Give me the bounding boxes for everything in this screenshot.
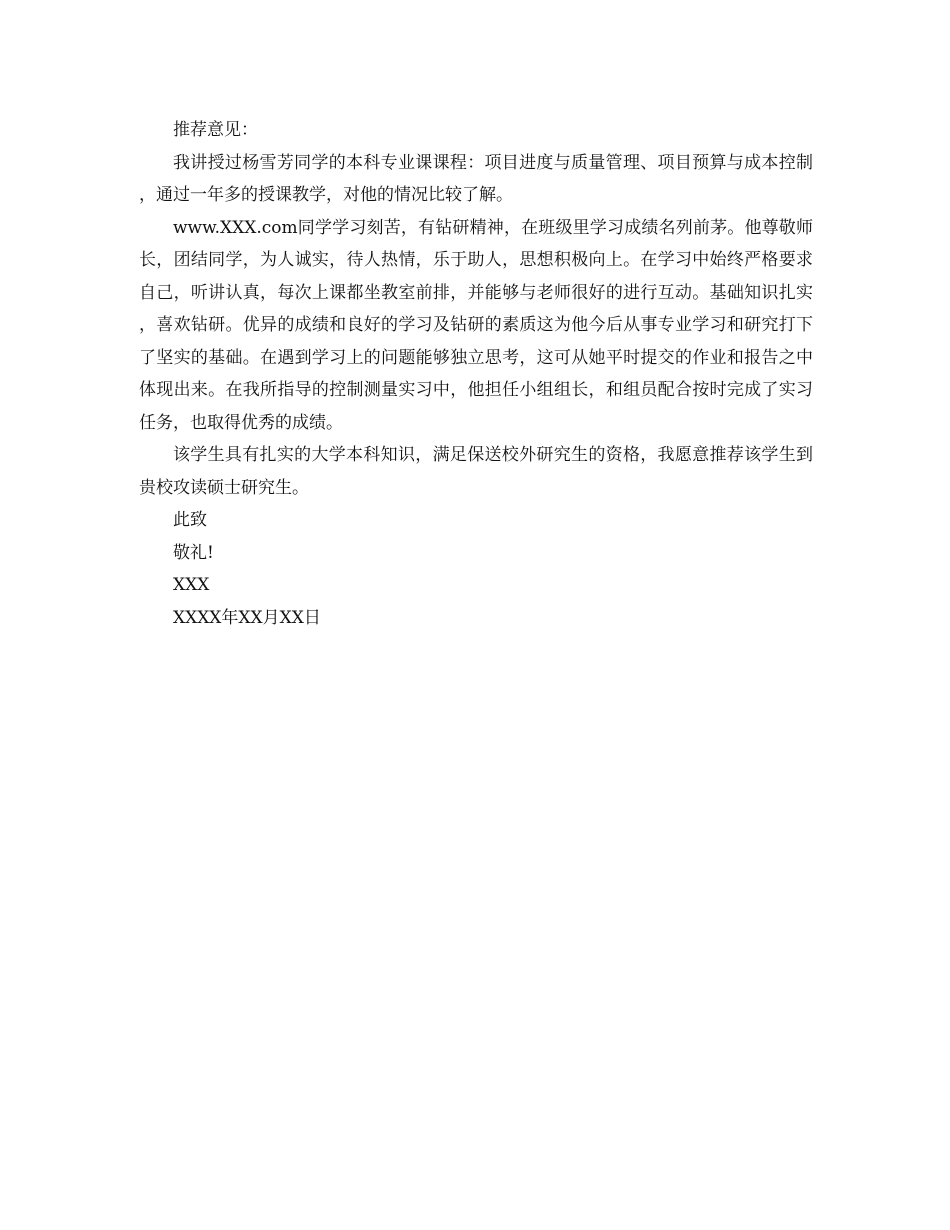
closing-line-2: 敬礼! [173,542,214,563]
paragraph-evaluation: www.XXX.com同学学习刻苦，有钻研精神，在班级里学习成绩名列前茅。他尊敬师长，团结同学，为人诚实，待人热情，乐于助人，思想积极向上。在学习中始终严格要求自己，听讲认真，每次上课都坐教室前排，并能够与老师很好的进行互动。基础知识扎实，喜欢钻研。优异的成绩和良好的学习及钻研的素质这为他今后从事专业学习和研究打下了坚实的基础。在遇到学习上的问题能够独立思考，这可从她平时提交的作业和报告之中体现出来。在我所指导的控制测量实习中，他担任小组组长，和组员配合按时完成了实习任务，也取得优秀的成绩。 [139,217,813,433]
letter-body [139,114,813,634]
paragraph-courses: 我讲授过杨雪芳同学的本科专业课课程：项目进度与质量管理、项目预算与成本控制，通过一年多的授课教学，对他的情况比较了解。 [139,152,813,205]
signature: XXX [173,575,210,595]
date-line: XXXX年XX月XX日 [173,607,321,628]
closing-line-1: 此致 [173,510,207,530]
letter-heading: 推荐意见： [173,120,258,140]
paragraph-recommendation: 该学生具有扎实的大学本科知识，满足保送校外研究生的资格，我愿意推荐该学生到贵校攻读硕士研究生。 [139,445,813,498]
